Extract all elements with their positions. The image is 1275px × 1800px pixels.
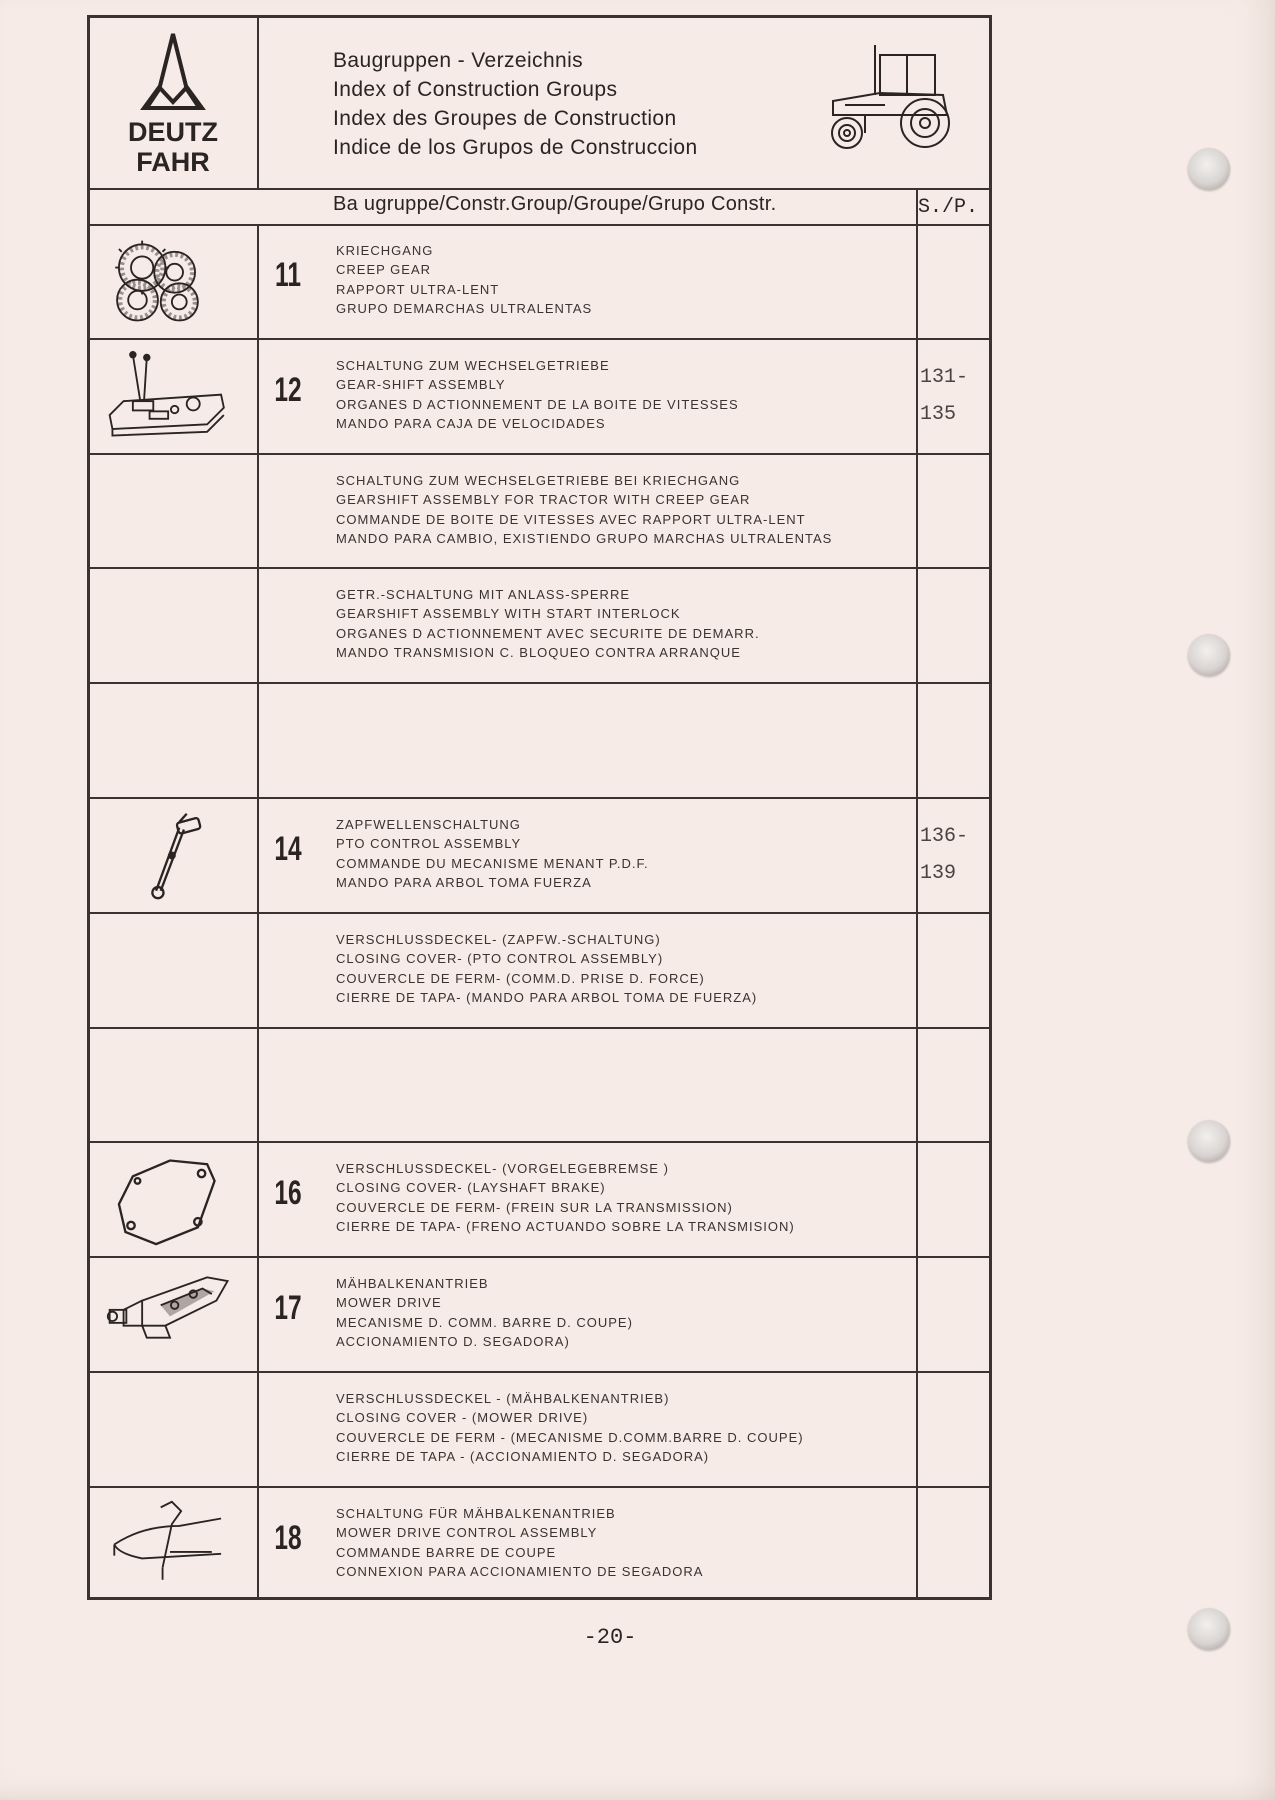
row-divider xyxy=(90,797,989,799)
description-line: MOWER DRIVE xyxy=(336,1295,442,1311)
group-description xyxy=(336,930,757,1008)
description-line: GRUPO DEMARCHAS ULTRALENTAS xyxy=(336,301,593,317)
description-line: CLOSING COVER - (MOWER DRIVE) xyxy=(336,1410,589,1426)
description-line: MECANISME D. COMM. BARRE D. COUPE) xyxy=(336,1314,633,1330)
page-range xyxy=(920,359,968,433)
punch-hole xyxy=(1188,1608,1230,1650)
description-line: COMMANDE DU MECANISME MENANT P.D.F. xyxy=(336,855,649,871)
group-description xyxy=(336,585,760,663)
page-range-end: 135 xyxy=(920,403,957,426)
description-line: MANDO PARA ARBOL TOMA FUERZA xyxy=(336,875,592,891)
description-line: MÄHBALKENANTRIEB xyxy=(336,1276,489,1291)
row-divider xyxy=(90,682,989,684)
description-line: COUVERCLE DE FERM- (COMM.D. PRISE D. FORCE) xyxy=(336,970,705,986)
row-divider xyxy=(90,1027,989,1029)
description-line: ZAPFWELLENSCHALTUNG xyxy=(336,817,521,832)
row-divider xyxy=(90,1256,989,1258)
row-divider xyxy=(90,912,989,914)
description-line: CLOSING COVER- (PTO CONTROL ASSEMBLY) xyxy=(336,951,664,967)
title-de: Baugruppen - Verzeichnis xyxy=(333,49,584,72)
description-line: GETR.-SCHALTUNG MIT ANLASS-SPERRE xyxy=(336,587,631,602)
description-line: CONNEXION PARA ACCIONAMIENTO DE SEGADORA xyxy=(336,1564,704,1580)
index-table xyxy=(87,15,992,1600)
description-line: MANDO TRANSMISION C. BLOQUEO CONTRA ARRANQUE xyxy=(336,645,741,661)
group-number: 11 xyxy=(275,256,301,294)
description-line: CIERRE DE TAPA- (MANDO PARA ARBOL TOMA DE FUERZA) xyxy=(336,990,758,1006)
group-number: 16 xyxy=(274,1174,302,1212)
pto-control-illustration xyxy=(105,803,235,908)
group-number: 17 xyxy=(274,1289,302,1327)
title-en: Index of Construction Groups xyxy=(333,78,618,101)
group-description xyxy=(336,815,649,893)
mower-drive-illustration xyxy=(105,1262,235,1367)
description-line: COMMANDE DE BOITE DE VITESSES AVEC RAPPORT ULTRA-LENT xyxy=(336,511,806,527)
description-line: SCHALTUNG FÜR MÄHBALKENANTRIEB xyxy=(336,1506,616,1521)
gear-shift-illustration xyxy=(105,344,235,449)
description-line: VERSCHLUSSDECKEL- (VORGELEGEBREMSE ) xyxy=(336,1161,669,1176)
description-line: SCHALTUNG ZUM WECHSELGETRIEBE BEI KRIECHGANG xyxy=(336,473,741,488)
logo-text-top: DEUTZ xyxy=(128,117,218,147)
tractor-icon xyxy=(825,43,965,153)
description-line: KRIECHGANG xyxy=(336,243,434,258)
description-line: CLOSING COVER- (LAYSHAFT BRAKE) xyxy=(336,1180,606,1196)
group-column-header: Ba ugruppe/Constr.Group/Groupe/Grupo Constr. xyxy=(333,193,777,215)
group-description xyxy=(336,1274,633,1352)
pages-column-divider xyxy=(916,188,918,1597)
description-line: ORGANES D ACTIONNEMENT DE LA BOITE DE VITESSES xyxy=(336,396,739,412)
description-line: COUVERCLE DE FERM - (MECANISME D.COMM.BARRE D. COUPE) xyxy=(336,1429,804,1445)
description-line: CIERRE DE TAPA- (FRENO ACTUANDO SOBRE LA TRANSMISION) xyxy=(336,1219,795,1235)
title-fr: Index des Groupes de Construction xyxy=(333,107,677,130)
illustration-column-divider xyxy=(257,224,259,1597)
description-line: PTO CONTROL ASSEMBLY xyxy=(336,836,522,852)
description-line: SCHALTUNG ZUM WECHSELGETRIEBE xyxy=(336,358,610,373)
group-number: 12 xyxy=(274,371,302,409)
title-es: Indice de los Grupos de Construccion xyxy=(333,136,698,159)
column-header-divider xyxy=(90,224,989,226)
page-range-start: 131- xyxy=(920,366,969,389)
page-range-start: 136- xyxy=(920,825,969,848)
page-number: -20- xyxy=(583,1625,637,1650)
group-number: 18 xyxy=(274,1519,302,1557)
header-titles xyxy=(333,46,698,162)
row-divider xyxy=(90,1141,989,1143)
punch-hole xyxy=(1188,148,1230,190)
punch-hole xyxy=(1188,634,1230,676)
page-range xyxy=(920,818,968,892)
description-line: MOWER DRIVE CONTROL ASSEMBLY xyxy=(336,1525,598,1541)
group-description xyxy=(336,241,592,319)
description-line: CIERRE DE TAPA - (ACCIONAMIENTO D. SEGADORA) xyxy=(336,1449,710,1465)
logo-divider xyxy=(257,18,259,190)
description-line: GEAR-SHIFT ASSEMBLY xyxy=(336,377,506,393)
description-line: GEARSHIFT ASSEMBLY FOR TRACTOR WITH CREEP GEAR xyxy=(336,492,751,508)
description-line: COMMANDE BARRE DE COUPE xyxy=(336,1544,557,1560)
group-description xyxy=(336,471,832,549)
pages-column-header: S./P. xyxy=(918,196,979,219)
description-line: ACCIONAMIENTO D. SEGADORA) xyxy=(336,1334,570,1350)
description-line: MANDO PARA CAJA DE VELOCIDADES xyxy=(336,416,606,432)
description-line: COUVERCLE DE FERM- (FREIN SUR LA TRANSMISSION) xyxy=(336,1199,733,1215)
group-description xyxy=(336,1504,703,1582)
row-divider xyxy=(90,1371,989,1373)
group-number: 14 xyxy=(274,830,302,868)
description-line: ORGANES D ACTIONNEMENT AVEC SECURITE DE DEMARR. xyxy=(336,625,760,641)
description-line: CREEP GEAR xyxy=(336,262,432,278)
punch-hole xyxy=(1188,1120,1230,1162)
row-divider xyxy=(90,567,989,569)
description-line: RAPPORT ULTRA-LENT xyxy=(336,281,500,297)
description-line: VERSCHLUSSDECKEL- (ZAPFW.-SCHALTUNG) xyxy=(336,932,661,947)
mower-control-illustration xyxy=(105,1492,235,1597)
page-range-end: 139 xyxy=(920,862,957,885)
description-line: MANDO PARA CAMBIO, EXISTIENDO GRUPO MARCHAS ULTRALENTAS xyxy=(336,531,833,547)
deutz-fahr-logo xyxy=(98,26,248,186)
row-divider xyxy=(90,1486,989,1488)
group-description xyxy=(336,356,739,434)
group-description xyxy=(336,1159,795,1237)
row-divider xyxy=(90,453,989,455)
creep-gear-illustration xyxy=(105,229,235,334)
logo-text-bottom: FAHR xyxy=(136,147,210,177)
description-line: VERSCHLUSSDECKEL - (MÄHBALKENANTRIEB) xyxy=(336,1391,670,1406)
closing-cover-illustration xyxy=(105,1147,235,1252)
row-divider xyxy=(90,338,989,340)
group-description xyxy=(336,1389,804,1467)
header-divider xyxy=(90,188,989,190)
description-line: GEARSHIFT ASSEMBLY WITH START INTERLOCK xyxy=(336,606,681,622)
